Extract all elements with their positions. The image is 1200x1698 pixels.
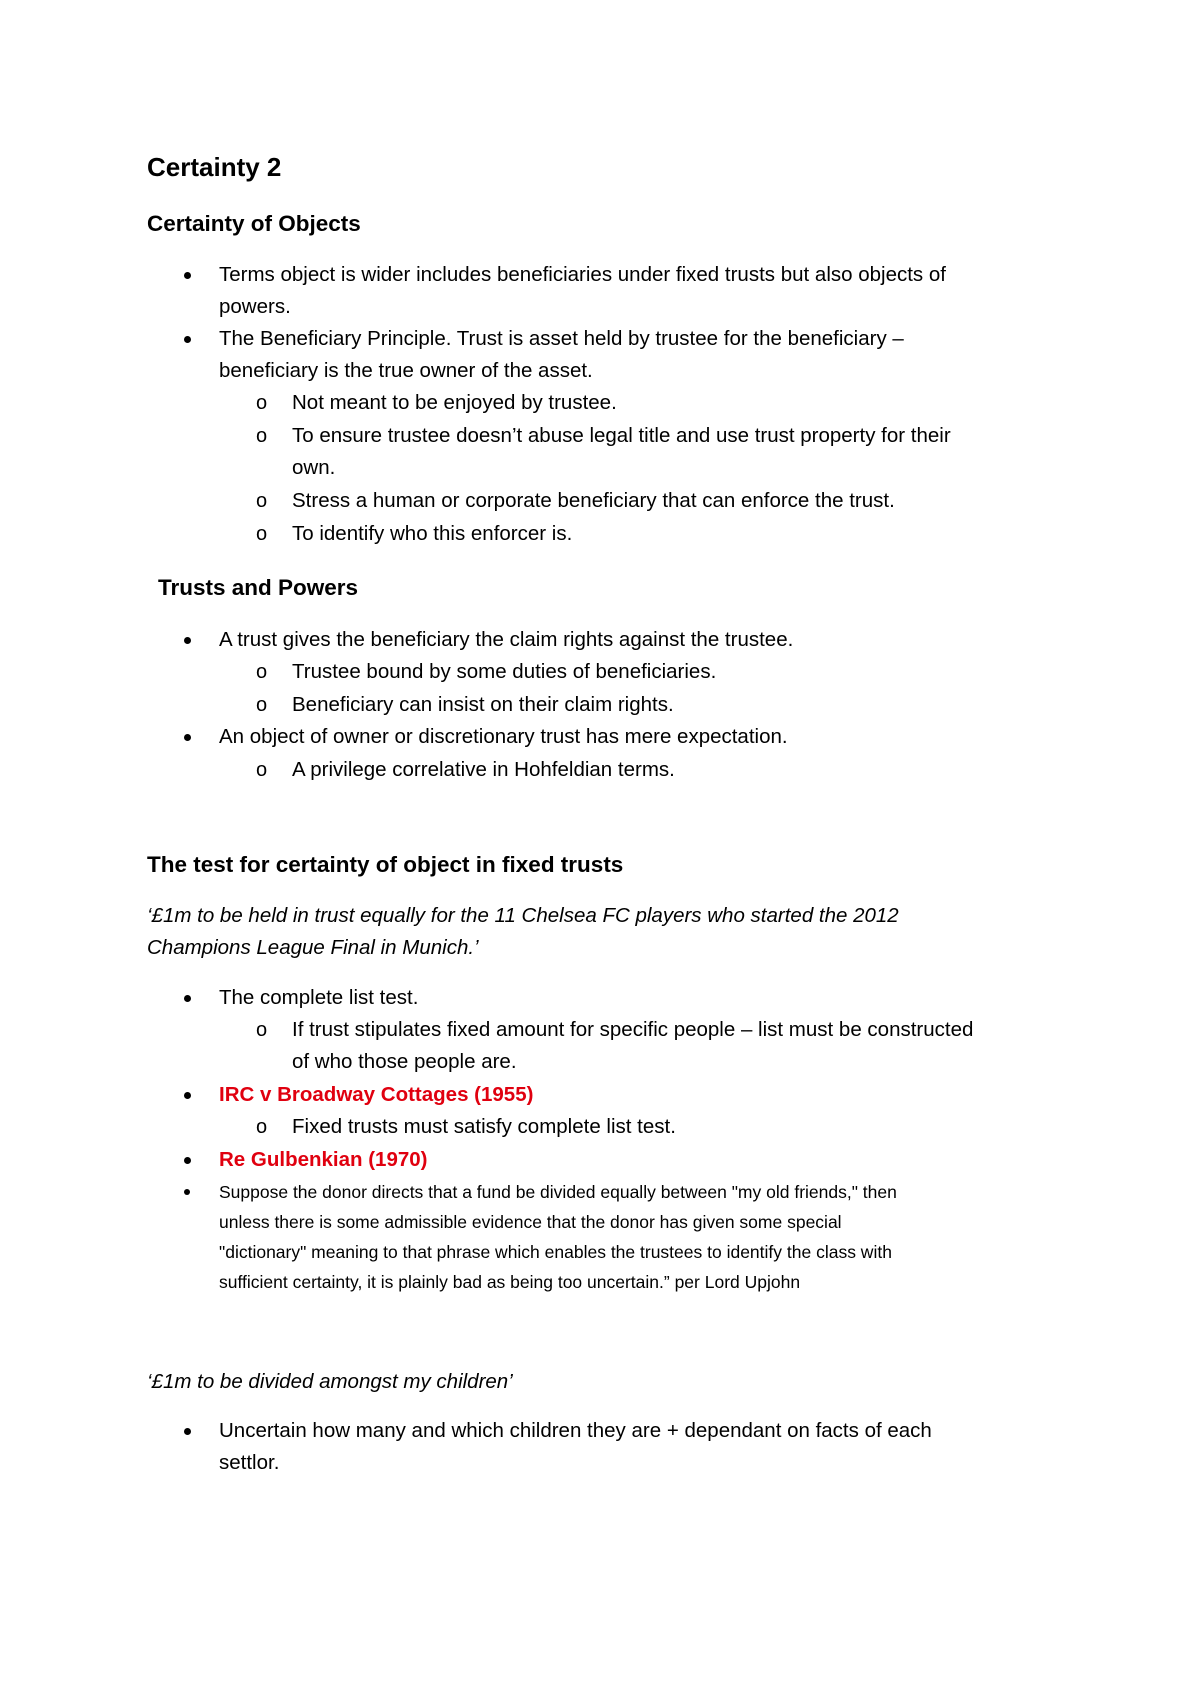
bullet-icon: [184, 995, 191, 1002]
section-heading-trusts-and-powers: Trusts and Powers: [158, 575, 359, 600]
section-heading-certainty-of-objects: Certainty of Objects: [147, 211, 361, 236]
bullet-icon: [184, 1428, 191, 1435]
sub-bullet-icon: o: [256, 523, 268, 545]
bullet-icon: [184, 272, 191, 279]
bullet-icon: [184, 1157, 191, 1164]
example-quote-line: ‘£1m to be divided amongst my children’: [147, 1370, 513, 1393]
sub-bullet-icon: o: [256, 1116, 268, 1138]
case-citation: Re Gulbenkian (1970): [219, 1148, 428, 1171]
bullet-icon: [184, 734, 191, 741]
bullet-icon: [184, 1189, 190, 1195]
section-heading-fixed-trusts-test: The test for certainty of object in fixed trusts: [147, 852, 624, 877]
example-quote-line: ‘£1m to be held in trust equally for the 11 Chelsea FC players who started the 2012: [147, 904, 899, 927]
sub-bullet-icon: o: [256, 392, 268, 414]
sub-bullet-icon: o: [256, 694, 268, 716]
sub-bullet-icon: o: [256, 490, 268, 512]
document-page: Certainty 2 Certainty of Objects Terms object is wider includes beneficiaries under fixed trusts but also objects of powers. The Beneficiary Principle. Trust is asset held by trustee for the beneficiary – beneficiary is the true owner of the asset. o Not meant to be enjoyed by trustee. o To ensure trustee doesn’t abuse legal title and use trust property for their own. o Stress a human or corporate beneficiary that can enforce the trust. o To identify who this enforcer is. Trusts and Powers A trust gives the beneficiary the claim rights against the trustee. o Trustee bound by some duties of beneficiaries. o Beneficiary can insist on their claim rights. An object of owner or discretionary trust has mere expectation. o A privilege correlative in Hohfeldian terms. The test for certainty of object in fixed trusts ‘£1m to be held in trust equally for the 11 Chelsea FC players who started the 2012 Champions League Final in Munich.’ The complete list test. o If trust stipulates fixed amount for specific people – list must be constructed of who those people are. IRC v Broadway Cottages (1955) o Fixed trusts must satisfy complete list test. Re Gulbenkian (1970) Suppose the donor directs that a fund be divided equally between "my old friends," then unless there is some admissible evidence that the donor has given some special "dictionary" meaning to that phrase which enables the trustees to identify the class with sufficient certainty, it is plainly bad as being too uncertain.” per Lord Upjohn ‘£1m to be divided amongst my children’ Uncertain how many and which children they are + dependant on facts of each settlor.: [147, 152, 974, 1474]
example-quote-line: Champions League Final in Munich.’: [147, 936, 479, 959]
bullet-icon: [184, 336, 191, 343]
bullet-icon: [184, 637, 191, 644]
bullet-icon: [184, 1092, 191, 1099]
sub-bullet-icon: o: [256, 759, 268, 781]
sub-bullet-icon: o: [256, 425, 268, 447]
sub-bullet-icon: o: [256, 661, 268, 683]
sub-bullet-icon: o: [256, 1019, 268, 1041]
case-citation: IRC v Broadway Cottages (1955): [219, 1083, 534, 1106]
page-title: Certainty 2: [147, 152, 282, 182]
